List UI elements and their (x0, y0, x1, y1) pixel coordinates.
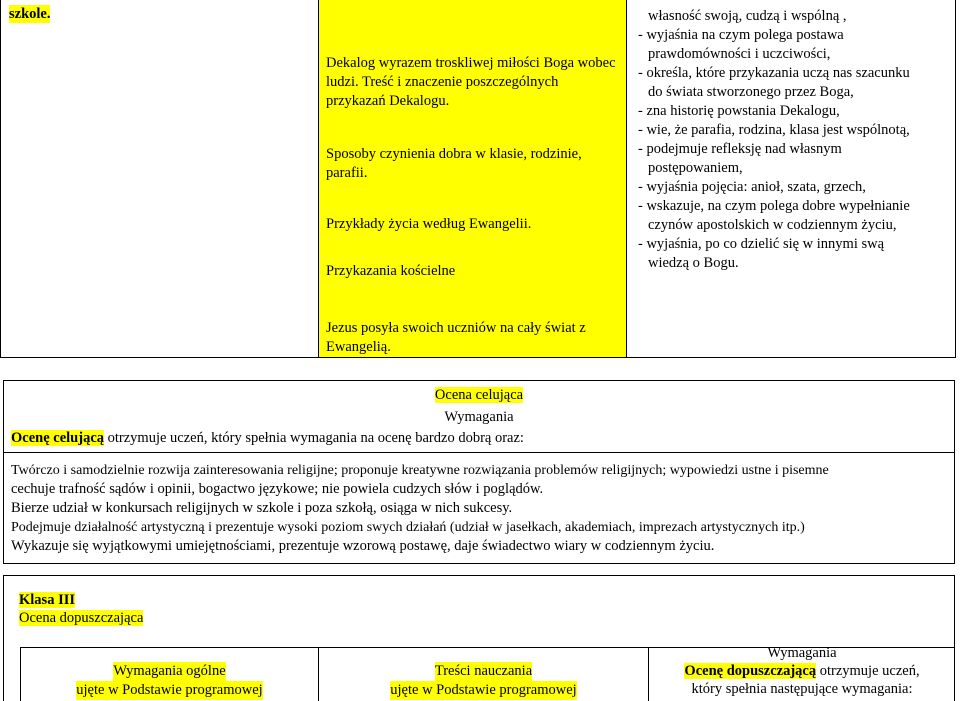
requirement-line: prawdomówności i uczciwości, (648, 46, 831, 62)
grade-label: Ocena dopuszczająca (19, 610, 144, 626)
header-teaching-content: Treści nauczania ujęte w Podstawie programowej (390, 663, 577, 698)
requirement-line: - zna historię powstania Dekalogu, (638, 103, 840, 119)
content-column (319, 0, 626, 357)
grade-intro (11, 429, 524, 448)
table-border-bottom (0, 357, 956, 358)
requirement-line: postępowaniem, (648, 160, 743, 176)
grade-intro-bold: Ocenę celującą (11, 430, 105, 446)
grade-line: cechuje trafność sądów i opinii, bogactwo językowe; nie powiela cudzych słów i poglądów. (11, 481, 544, 497)
grade-divider (4, 452, 954, 453)
table-border-left (0, 0, 1, 358)
table-divider-2 (626, 0, 627, 358)
class-label: Klasa III (19, 592, 76, 608)
grade-lines (11, 461, 951, 556)
grade-requirements-box (3, 380, 955, 564)
requirements-list (638, 7, 954, 273)
header-grade-requirements: Wymagania Ocenę dopuszczającą otrzymuje uczeń, który spełnia następujące wymagania: (684, 645, 920, 697)
grade-line: Bierze udział w konkursach religijnych w szkole i poza szkołą, osiąga w nich sukcesy. (11, 500, 513, 516)
content-item-church-commandments: Przykazania kościelne (326, 263, 456, 279)
content-item-mission: Jezus posyła swoich uczniów na cały świat z Ewangelią. (326, 320, 586, 355)
requirement-line: - wyjaśnia na czym polega postawa (638, 27, 844, 43)
requirement-line: - wskazuje, na czym polega dobre wypełnianie (638, 198, 910, 214)
table-border-right (955, 0, 956, 358)
header-general-requirements: Wymagania ogólne ujęte w Podstawie programowej (76, 663, 263, 698)
grade-line: Twórczo i samodzielnie rozwija zainteresowania religijne; proponuje kreatywne rozwiązania problemów religijnych; wypowiedzi ustne i pisemne (11, 463, 829, 478)
grade-heading: Wymagania (444, 409, 514, 425)
grade-line: Wykazuje się wyjątkowymi umiejętnościami, prezentuje wzorową postawę, daje świadectwo wiary w codziennym życiu. (11, 538, 715, 554)
grade-intro-rest: otrzymuje uczeń, który spełnia wymagania na ocenę bardzo dobrą oraz: (104, 430, 524, 446)
grade-line: Podejmuje działalność artystyczną i prezentuje wysoki poziom swych działań (udział w jasełkach, akademiach, imprezach artystycznych itp.) (11, 520, 805, 535)
requirement-line: - podejmuje refleksję nad własnym (638, 141, 842, 157)
content-item-doing-good: Sposoby czynienia dobra w klasie, rodzinie, parafii. (326, 146, 582, 181)
requirement-line: - określa, które przykazania uczą nas szacunku (638, 65, 910, 81)
requirement-line: czynów apostolskich w codziennym życiu, (648, 217, 897, 233)
content-item-decalogue: Dekalog wyrazem troskliwej miłości Boga wobec ludzi. Treść i znaczenie poszczególnych przykazań Dekalogu. (326, 55, 616, 109)
requirement-line: - wyjaśnia, po co dzielić się w innymi swą (638, 236, 885, 252)
requirement-line: do świata stworzonego przez Boga, (648, 84, 854, 100)
requirement-line: własność swoją, cudzą i wspólną , (648, 8, 847, 24)
requirement-line: wiedzą o Bogu. (648, 255, 739, 271)
requirement-line: - wyjaśnia pojęcia: anioł, szata, grzech, (638, 179, 866, 195)
col1-text: szkole. (9, 6, 51, 22)
content-item-gospel-life: Przykłady życia według Ewangelii. (326, 216, 532, 232)
requirement-line: - wie, że parafia, rodzina, klasa jest wspólnotą, (638, 122, 910, 138)
bottom-table-header (20, 647, 955, 701)
grade-title: Ocena celująca (434, 387, 524, 403)
